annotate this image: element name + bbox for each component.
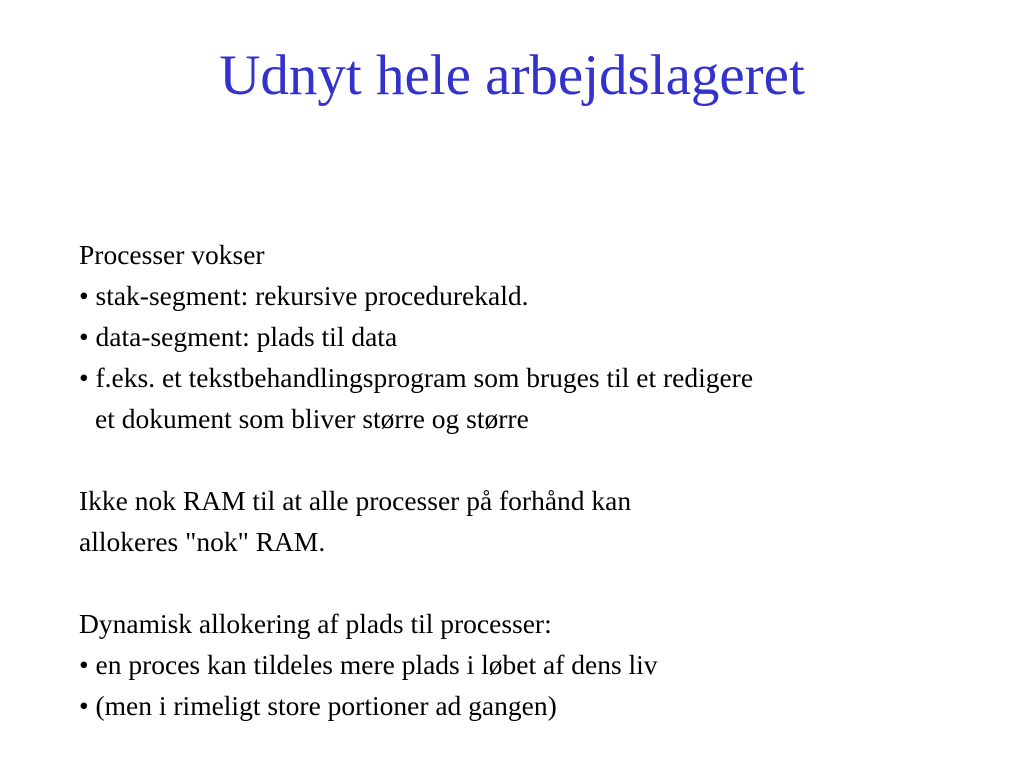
section1-heading: Processer vokser xyxy=(79,239,265,270)
section2-line1: Ikke nok RAM til at alle processer på forhånd kan xyxy=(79,485,632,516)
section1-bullet-data: • data-segment: plads til data xyxy=(79,321,398,352)
section1-bullet-stack: • stak-segment: rekursive procedurekald. xyxy=(79,280,529,311)
section3-bullet-grow: • en proces kan tildeles mere plads i løbet af dens liv xyxy=(79,649,658,680)
slide-title: Udnyt hele arbejdslageret xyxy=(219,44,805,107)
spacer xyxy=(79,439,979,480)
spacer xyxy=(79,562,979,603)
section1-bullet-example: • f.eks. et tekstbehandlingsprogram som bruges til et redigere xyxy=(79,362,754,393)
section3-bullet-portions: • (men i rimeligt store portioner ad gangen) xyxy=(79,690,557,721)
section1-bullet-example-continuation: et dokument som bliver større og større xyxy=(95,403,529,434)
section2-line2: allokeres "nok" RAM. xyxy=(79,526,326,557)
slide-body xyxy=(79,234,979,726)
section3-heading: Dynamisk allokering af plads til processer: xyxy=(79,608,552,639)
